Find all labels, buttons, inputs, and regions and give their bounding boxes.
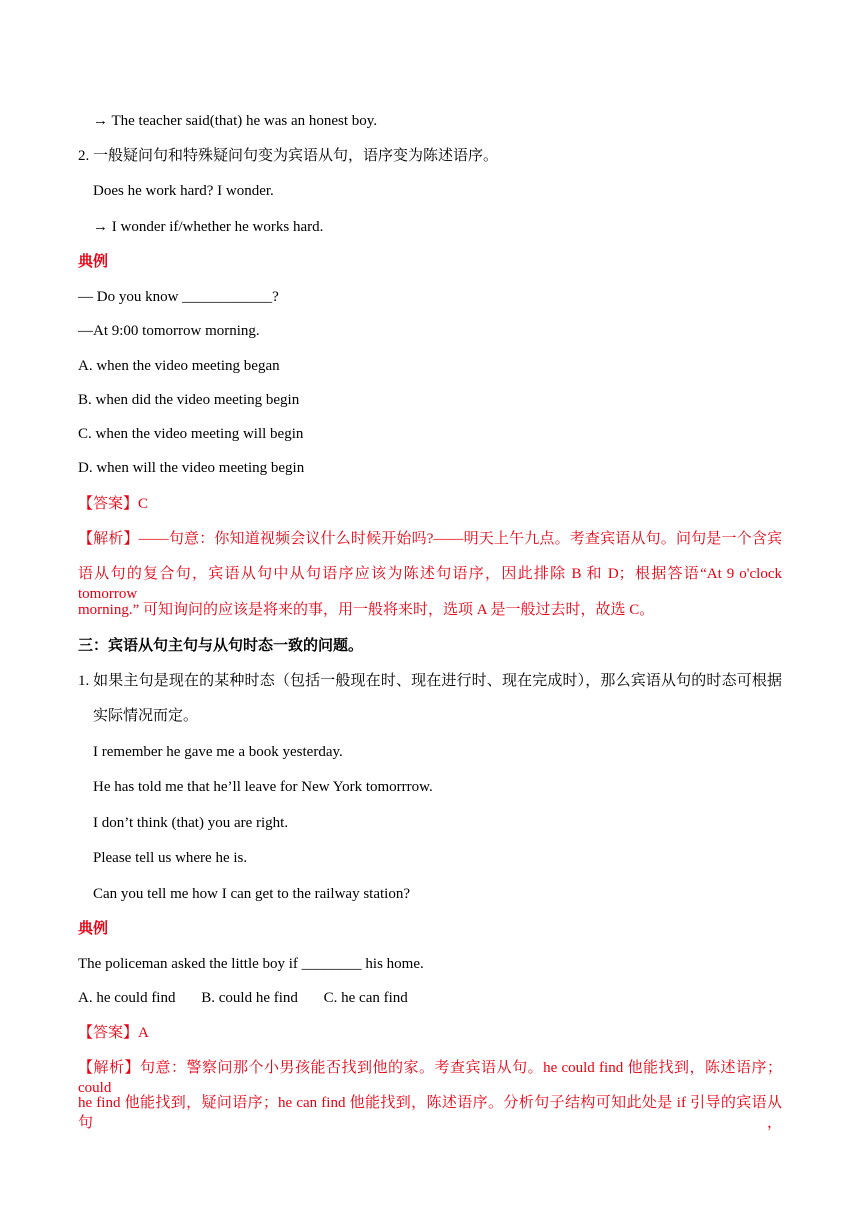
example-heading: 典例: [78, 921, 109, 937]
question-line: — Do you know ____________?: [78, 289, 279, 305]
example-sentence: Please tell us where he is.: [93, 850, 248, 866]
example-sentence: He has told me that he’ll leave for New York tomorrrow.: [93, 779, 433, 795]
answer-key: 【答案】C: [78, 496, 149, 512]
example-heading: 典例: [78, 254, 109, 270]
question-line: The policeman asked the little boy if ________ his home.: [78, 956, 424, 972]
options-row: [78, 988, 782, 1008]
explanation-line: 【解析】句意：警察问那个小男孩能否找到他的家。考查宾语从句。he could find 他能找到，陈述语序；could: [78, 1060, 782, 1096]
example-sentence: → I wonder if/whether he works hard.: [93, 219, 324, 235]
option-b: B. when did the video meeting begin: [78, 392, 300, 408]
option-c: C. he can find: [323, 990, 408, 1006]
explanation-line: morning.” 可知询问的应该是将来的事，用一般将来时，选项 A 是一般过去时，故选 C。: [78, 602, 655, 618]
rule-item: 2. 一般疑问句和特殊疑问句变为宾语从句，语序变为陈述语序。: [78, 148, 499, 164]
rule-item-continuation: 实际情况而定。: [93, 708, 199, 724]
example-sentence: → The teacher said(that) he was an honest boy.: [93, 113, 378, 129]
option-d: D. when will the video meeting begin: [78, 460, 305, 476]
option-c: C. when the video meeting will begin: [78, 426, 304, 442]
example-sentence: Does he work hard? I wonder.: [93, 183, 274, 199]
example-sentence: I remember he gave me a book yesterday.: [93, 744, 343, 760]
example-sentence: Can you tell me how I can get to the railway station?: [93, 886, 410, 902]
explanation-line: 语从句的复合句，宾语从句中从句语序应该为陈述句语序，因此排除 B 和 D；根据答语“At 9 o'clock tomorrow: [78, 566, 782, 602]
answer-line: —At 9:00 tomorrow morning.: [78, 323, 260, 339]
rule-item: 1. 如果主句是现在的某种时态（包括一般现在时、现在进行时、现在完成时），那么宾语从句的时态可根据: [78, 673, 782, 689]
explanation-line: he find 他能找到，疑问语序；he can find 他能找到，陈述语序。分析句子结构可知此处是 if 引导的宾语从句，: [78, 1095, 782, 1131]
option-a: A. he could find: [78, 990, 176, 1006]
section-heading: 三：宾语从句主句与从句时态一致的问题。: [78, 638, 364, 654]
explanation-line: 【解析】——句意：你知道视频会议什么时候开始吗?——明天上午九点。考查宾语从句。问句是一个含宾: [78, 531, 782, 547]
example-sentence: I don’t think (that) you are right.: [93, 815, 289, 831]
option-b: B. could he find: [201, 990, 298, 1006]
option-a: A. when the video meeting began: [78, 358, 280, 374]
answer-key: 【答案】A: [78, 1025, 149, 1041]
